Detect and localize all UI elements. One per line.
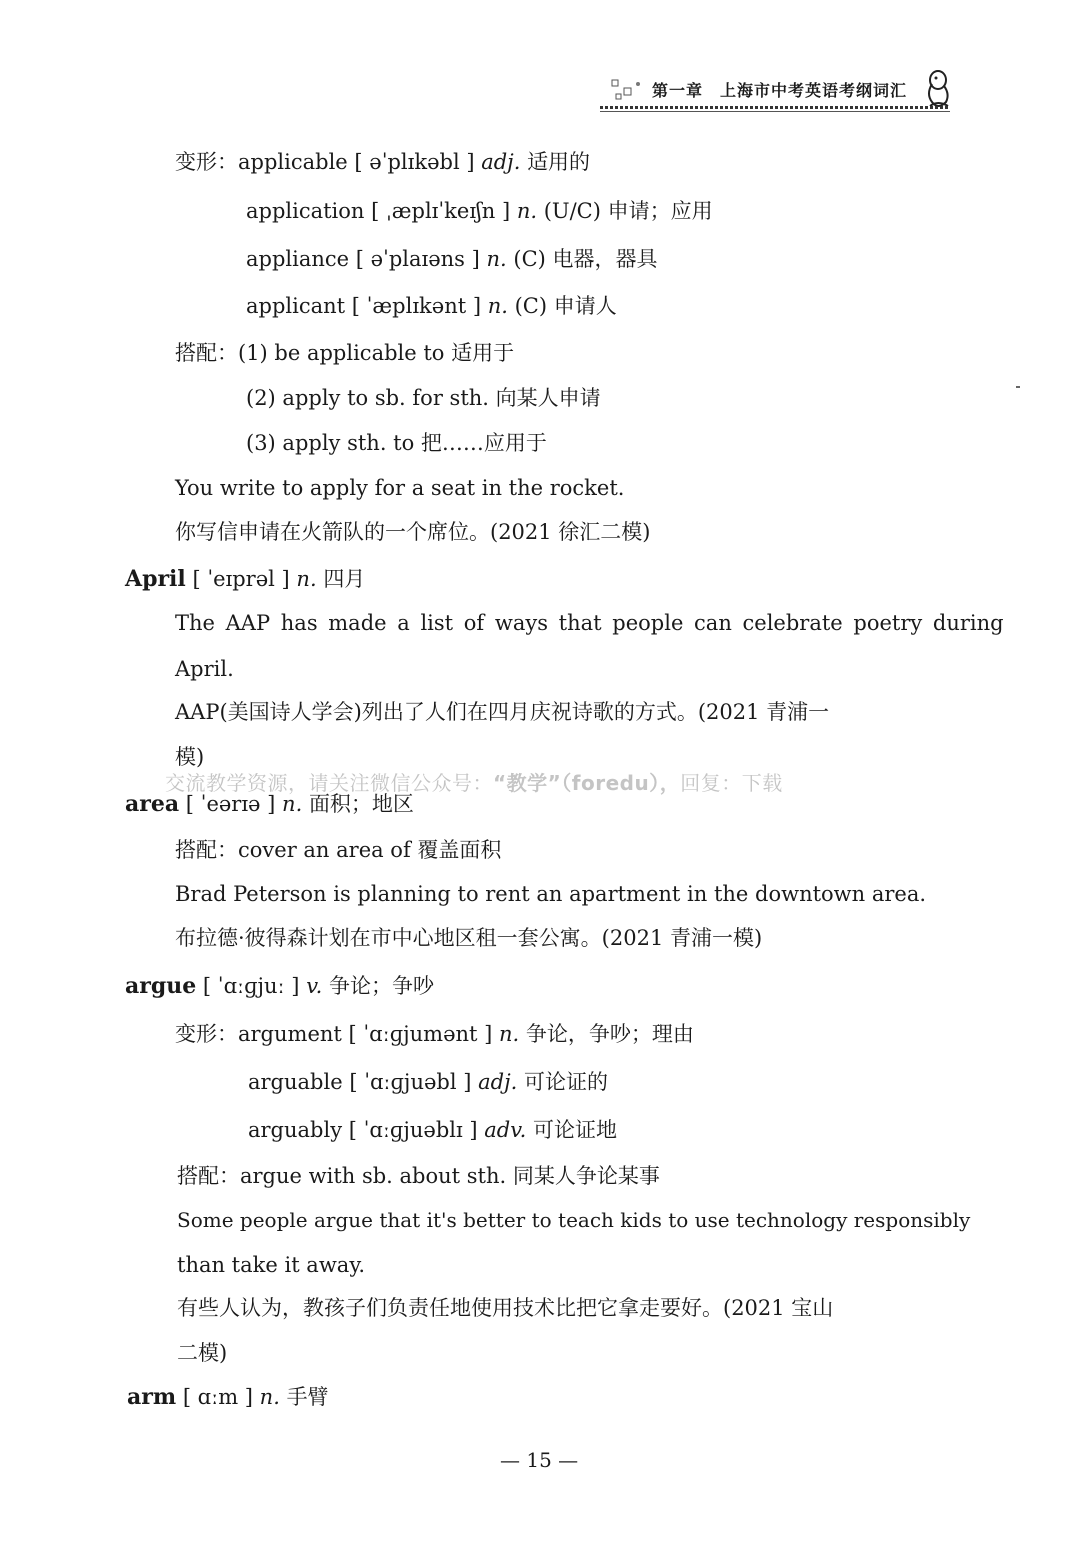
headword-line: [127, 1383, 329, 1411]
part-of-speech: adv.: [484, 1118, 527, 1142]
headword: arm: [127, 1384, 177, 1410]
label: 搭配：: [177, 1164, 240, 1188]
example-sentence: You write to apply for a seat in the rocket.: [175, 476, 625, 500]
part-of-speech: n.: [259, 1385, 280, 1409]
chapter-title: 第一章 上海市中考英语考纲词汇: [652, 81, 908, 100]
meaning: (U/C) 申请；应用: [543, 199, 713, 223]
collocation: (1) be applicable to 适用于: [238, 341, 515, 365]
part-of-speech: v.: [306, 974, 323, 998]
part-of-speech: adj.: [478, 1070, 518, 1094]
variant-line: [248, 1116, 617, 1144]
example-translation: AAP(美国诗人学会)列出了人们在四月庆祝诗歌的方式。(2021 青浦一: [175, 700, 830, 724]
word: application: [246, 199, 365, 223]
example-sentence: April.: [175, 657, 234, 681]
meaning: 手臂: [286, 1385, 329, 1409]
phonetic: [ ˈɑːɡjuː ]: [202, 974, 300, 998]
phonetic: [ ˈɑːɡjuəbl ]: [349, 1070, 472, 1094]
label: 搭配：: [175, 838, 238, 862]
header-ornament-icon: [610, 76, 650, 104]
collocation: argue with sb. about sth. 同某人争论某事: [240, 1164, 660, 1188]
example-translation: 布拉德·彼得森计划在市中心地区租一套公寓。(2021 青浦一模): [175, 926, 763, 950]
example-translation: 有些人认为，教孩子们负责任地使用技术比把它拿走要好。(2021 宝山: [177, 1296, 834, 1320]
word: arguably: [248, 1118, 343, 1142]
meaning: (C) 申请人: [514, 294, 617, 318]
label: 变形：: [175, 150, 238, 174]
example-sentence: than take it away.: [177, 1253, 366, 1277]
example-translation: 你写信申请在火箭队的一个席位。(2021 徐汇二模): [175, 520, 651, 544]
collocation-line: [246, 384, 601, 412]
variant-line: [175, 148, 590, 176]
headword-line: [125, 790, 414, 818]
meaning: 争论；争吵: [328, 974, 434, 998]
phonetic: [ ˈɑːɡjumənt ]: [348, 1022, 493, 1046]
word: appliance: [246, 247, 350, 271]
label: 搭配：: [175, 341, 238, 365]
headword-line: [125, 565, 365, 593]
phonetic: [ ɑːm ]: [182, 1385, 253, 1409]
part-of-speech: n.: [296, 567, 317, 591]
phonetic: [ ˈæplɪkənt ]: [351, 294, 482, 318]
example-sentence: Brad Peterson is planning to rent an apartment in the downtown area.: [175, 882, 927, 906]
variant-line: [175, 1020, 694, 1048]
variant-line: [246, 292, 617, 320]
scan-speck: [1016, 386, 1020, 388]
meaning: 争论，争吵；理由: [525, 1022, 694, 1046]
collocation-line: [175, 339, 514, 367]
headword: argue: [125, 973, 197, 999]
collocation: (2) apply to sb. for sth. 向某人申请: [246, 386, 601, 410]
example-translation: 模): [175, 745, 205, 769]
collocation-line: [177, 1162, 660, 1190]
watermark-text: 交流教学资源，请关注微信公众号：: [165, 771, 493, 795]
word: applicable: [238, 150, 348, 174]
collocation: cover an area of 覆盖面积: [238, 838, 502, 862]
phonetic: [ ˈeɪprəl ]: [192, 567, 290, 591]
phonetic: [ əˈplɪkəbl ]: [354, 150, 475, 174]
word: arguable: [248, 1070, 343, 1094]
meaning: 可论证地: [532, 1118, 617, 1142]
headword: April: [125, 566, 186, 592]
page-number: — 15 —: [500, 1448, 579, 1472]
meaning: 面积；地区: [308, 792, 414, 816]
part-of-speech: adj.: [481, 150, 521, 174]
word: argument: [238, 1022, 342, 1046]
collocation: (3) apply sth. to 把……应用于: [246, 431, 547, 455]
variant-line: [248, 1068, 608, 1096]
part-of-speech: n.: [486, 247, 507, 271]
collocation-line: [246, 429, 547, 457]
example-sentence: Some people argue that it's better to teach kids to use technology responsibly: [177, 1208, 971, 1232]
variant-line: [246, 197, 713, 225]
watermark-text: “教学”: [493, 771, 562, 795]
variant-line: [246, 245, 658, 273]
part-of-speech: n.: [487, 294, 508, 318]
word: applicant: [246, 294, 346, 318]
header-rule: [600, 106, 950, 109]
example-translation: 二模): [177, 1341, 228, 1365]
phonetic: [ ˈɑːɡjuəblɪ ]: [348, 1118, 478, 1142]
label: 变形：: [175, 1022, 238, 1046]
meaning: (C) 电器，器具: [513, 247, 658, 271]
header-rule-thin: [600, 111, 950, 112]
watermark-text: 回复：下载: [680, 771, 783, 795]
part-of-speech: n.: [516, 199, 538, 223]
meaning: 可论证的: [523, 1070, 608, 1094]
headword: area: [125, 791, 180, 817]
collocation-line: [175, 836, 501, 864]
part-of-speech: n.: [282, 792, 303, 816]
phonetic: [ əˈplaɪəns ]: [355, 247, 480, 271]
phonetic: [ ˈeərɪə ]: [185, 792, 276, 816]
meaning: 四月: [323, 567, 366, 591]
phonetic: [ ˌæplɪˈkeɪʃn ]: [371, 199, 511, 223]
headword-line: [125, 972, 434, 1000]
part-of-speech: n.: [499, 1022, 520, 1046]
running-header: [600, 70, 960, 114]
example-sentence: The AAP has made a list of ways that people can celebrate poetry during: [175, 611, 1004, 635]
watermark-text: （foredu），: [561, 771, 681, 795]
meaning: 适用的: [527, 150, 591, 174]
